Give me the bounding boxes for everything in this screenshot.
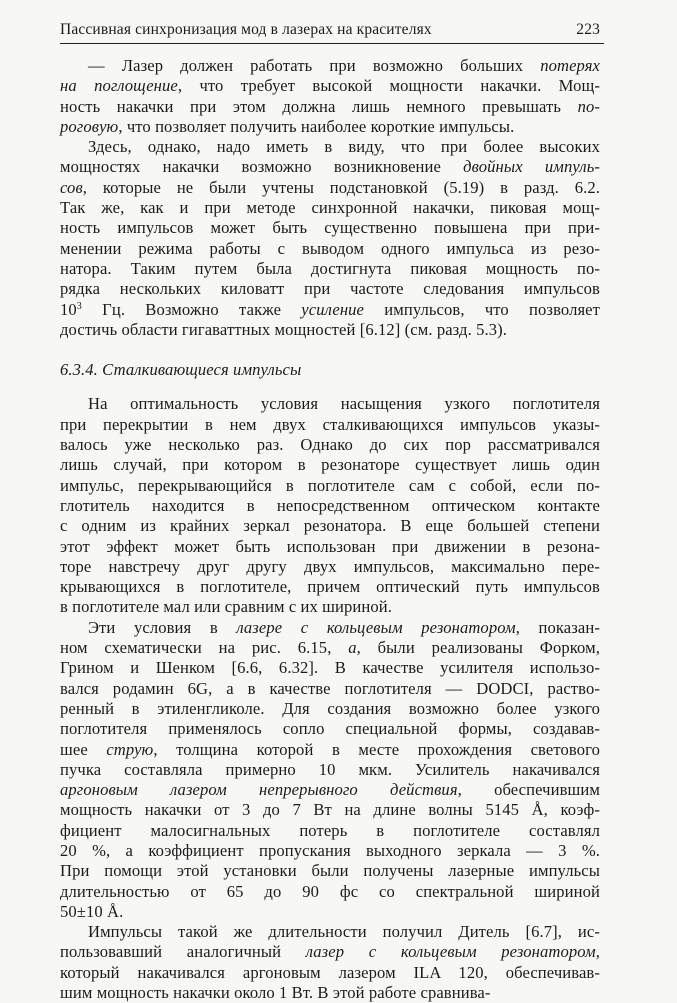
text-line — [60, 435, 600, 455]
text-run: На оптимальность условия насыщения узкого поглотителя — [88, 394, 600, 414]
paragraph-2 — [60, 137, 600, 340]
text-line — [60, 97, 600, 117]
text-line — [60, 56, 600, 76]
text-line — [60, 740, 600, 760]
page-number: 223 — [576, 21, 600, 38]
text-run: , толщина которой в месте прохождения светового — [153, 739, 600, 759]
text-run: 10 — [60, 299, 77, 319]
paragraph-3 — [60, 394, 600, 617]
text-run: Так же, как и при методе синхронной накачки, пиковая мощ- — [60, 198, 600, 218]
italic-term: аргоновым лазером непрерывного действия — [60, 780, 458, 800]
text-line — [60, 320, 600, 340]
text-line — [60, 638, 600, 658]
text-line — [60, 537, 600, 557]
text-line — [60, 821, 600, 841]
text-line — [60, 699, 600, 719]
text-line — [60, 597, 600, 617]
text-run: , которые не были учтены подстановкой (5.19) в разд. 6.2. — [82, 177, 600, 197]
text-line — [60, 157, 600, 177]
text-run: вался родамин 6G, а в качестве поглотителя — DODCI, раство- — [60, 678, 600, 698]
text-line — [60, 117, 600, 137]
text-line — [60, 300, 600, 320]
italic-term: двойных импуль- — [463, 157, 600, 177]
text-run: валось уже несколько раз. Однако до сих пор рассматривался — [60, 435, 600, 455]
text-line — [60, 983, 600, 1003]
italic-term: лазере с кольцевым резонатором — [236, 617, 516, 637]
italic-term: лазер с кольцевым резонатором, — [305, 942, 600, 962]
text-line — [60, 922, 600, 942]
text-run: ном схематически на рис. 6.15, — [60, 638, 349, 658]
italic-term: роговую — [60, 116, 119, 136]
text-run: — Лазер должен работать при возможно больших — [88, 56, 541, 75]
text-run: Грином и Шенком [6.6, 6.32]. В качестве усилителя использо- — [60, 658, 600, 678]
text-line — [60, 577, 600, 597]
text-line — [60, 198, 600, 218]
text-run: 50±10 Å. — [60, 901, 124, 921]
text-run: фициент малосигнальных потерь в поглотителе составлял — [60, 820, 600, 840]
text-line — [60, 218, 600, 238]
text-run: ность накачки при этом должна лишь немного превышать — [60, 96, 578, 116]
text-run: мощность накачки от 3 до 7 Вт на длине волны 5145 Å, коэф- — [60, 800, 600, 820]
text-run: длительностью от 65 до 90 фс со спектральной шириной — [60, 881, 600, 901]
text-run: поглотителя применялось сопло специальной формы, создавав- — [60, 719, 600, 739]
text-run: мощностях накачки возможно возникновение — [60, 157, 464, 177]
paragraph-4 — [60, 618, 600, 922]
text-run: При помощи этой установки были получены лазерные импульсы — [60, 861, 600, 881]
italic-term: а — [348, 638, 357, 658]
paragraph-1 — [60, 56, 600, 137]
text-run: Импульсы такой же длительности получил Дитель [6.7], ис- — [88, 922, 600, 942]
text-run: импульс, перекрывающийся в поглотителе сам с собой, если по- — [60, 475, 600, 495]
text-run: , обеспечившим — [457, 780, 600, 800]
text-run: 20 %, а коэффициент пропускания выходного зеркала — 3 %. — [60, 840, 600, 860]
italic-term: усиление — [301, 299, 365, 319]
text-line — [60, 137, 600, 157]
text-line — [60, 516, 600, 536]
text-line — [60, 415, 600, 435]
text-line — [60, 780, 600, 800]
text-line — [60, 942, 600, 962]
text-run: лишь случай, при котором в резонаторе существует лишь один — [60, 455, 600, 475]
text-run: крывающихся в поглотителе, причем оптический путь импульсов — [60, 577, 600, 597]
text-run: при перекрытии в нем двух сталкивающихся импульсов указы- — [60, 414, 600, 434]
text-line — [60, 476, 600, 496]
text-run: с одним из крайних зеркал резонатора. В еще большей степени — [60, 516, 600, 536]
text-run: , были реализованы Форком, — [356, 638, 600, 658]
text-line — [60, 760, 600, 780]
text-run: шее — [60, 739, 107, 759]
text-run: менении режима работы с выводом одного импульса из резо- — [60, 238, 600, 258]
text-run: импульсов, что позволяет — [364, 299, 600, 319]
paragraph-5 — [60, 922, 600, 1003]
text-run: который накачивался аргоновым лазером ILA 120, обеспечивав- — [60, 962, 600, 982]
running-header — [60, 21, 604, 44]
text-line — [60, 861, 600, 881]
text-run: Эти условия в — [88, 617, 237, 637]
italic-term: по- — [577, 96, 600, 116]
body-text — [60, 56, 600, 1003]
text-run: ренный в этиленгликоле. Для создания возможно более узкого — [60, 698, 600, 718]
text-run: Гц. Возможно также — [81, 299, 302, 319]
text-run: ность импульсов может быть существенно повышена при при- — [60, 218, 600, 238]
text-line — [60, 455, 600, 475]
text-run: глотитель находится в непосредственном оптическом контакте — [60, 495, 600, 515]
text-run: натора. Таким путем была достигнута пиковая мощность по- — [60, 258, 600, 278]
section-heading: 6.3.4. Сталкивающиеся импульсы — [60, 360, 302, 380]
running-header-title: Пассивная синхронизация мод в лазерах на красителях — [60, 21, 432, 38]
italic-term: сов — [60, 177, 83, 197]
text-line — [60, 76, 600, 96]
text-line — [60, 279, 600, 299]
text-line — [60, 902, 600, 922]
text-line — [60, 963, 600, 983]
text-run: рядка нескольких киловатт при частоте следования импульсов — [60, 279, 600, 299]
text-line — [60, 618, 600, 638]
text-line — [60, 882, 600, 902]
text-line — [60, 719, 600, 739]
text-line — [60, 496, 600, 516]
italic-term: на поглощение — [60, 76, 178, 96]
text-run: , показан- — [515, 617, 600, 637]
text-run: достичь области гигаваттных мощностей [6.12] (см. разд. 5.3). — [60, 319, 507, 339]
text-line — [60, 557, 600, 577]
text-run: в поглотителе мал или сравним с их шириной. — [60, 597, 392, 617]
superscript: 3 — [76, 300, 82, 312]
text-line — [60, 658, 600, 678]
text-line — [60, 394, 600, 414]
text-run: пучка составляла примерно 10 мкм. Усилитель накачивался — [60, 759, 600, 779]
text-run: этот эффект может быть использован при движении в резона- — [60, 536, 600, 556]
text-run: Здесь, однако, надо иметь в виду, что при более высоких — [88, 137, 600, 157]
text-line — [60, 239, 600, 259]
text-line — [60, 679, 600, 699]
text-run: шим мощность накачки около 1 Вт. В этой работе сравнива- — [60, 983, 491, 1003]
text-line — [60, 841, 600, 861]
text-run: торе навстречу друг другу двух импульсов, максимально пере- — [60, 556, 600, 576]
italic-term: потерях — [540, 56, 600, 75]
text-line — [60, 800, 600, 820]
text-line — [60, 259, 600, 279]
text-line — [60, 178, 600, 198]
text-run: пользовавший аналогичный — [60, 942, 306, 962]
text-run: , что позволяет получить наиболее короткие импульсы. — [118, 116, 515, 136]
text-run: , что требует высокой мощности накачки. Мощ- — [177, 76, 600, 96]
italic-term: струю — [106, 739, 154, 759]
